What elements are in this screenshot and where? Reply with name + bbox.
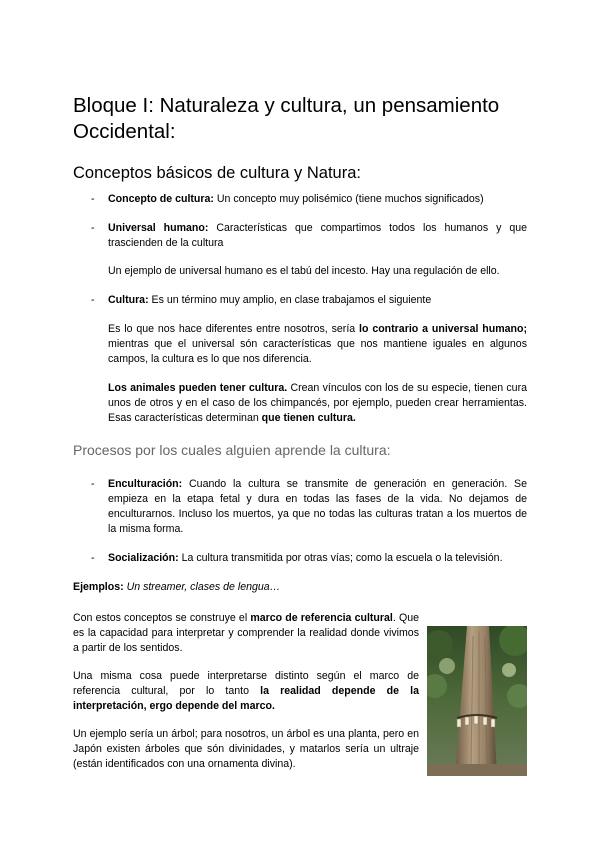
cultura-paragraph-2: [108, 381, 527, 426]
term-text: Cuando la cultura se transmite de generación en generación. Se empieza en la etapa fetal y dura en todas las fases de la vida. No dejamos de enculturarnos. Incluso los muertos, ya que no todas las culturas tratan a los muertos de la misma forma.: [108, 478, 527, 535]
paragraph-marco-referencia: [73, 611, 419, 656]
page-title: Bloque I: Naturaleza y cultura, un pensamiento Occidental:: [73, 94, 500, 143]
section-heading-procesos: Procesos por los cuales alguien aprende la cultura:: [73, 442, 391, 458]
bullet-dash: -: [91, 222, 95, 234]
term-text: Es un término muy amplio, en clase trabajamos el siguiente: [148, 294, 432, 306]
term-label: Enculturación:: [108, 478, 183, 490]
tree-photo: [427, 626, 527, 776]
text-run: Crean vínculos con los de su especie, tienen cura unos de otros y en el caso de los chimpancés, por ejemplo, pueden crear herramientas. Esas características determinan: [108, 382, 527, 424]
list-item-universal-humano: [108, 221, 527, 251]
bullet-dash: -: [91, 478, 95, 490]
cultura-paragraph-1: [108, 322, 527, 367]
universal-example-paragraph: Un ejemplo de universal humano es el tabú del incesto. Hay una regulación de ello.: [108, 265, 500, 277]
paragraph-arbol: Un ejemplo sería un árbol; para nosotros, un árbol es una planta, pero en Japón existen árboles que són divinidades, y matarlos sería un ultraje (están identificados con una ornamenta divina).: [73, 728, 419, 770]
bold-run: que tienen cultura.: [261, 412, 356, 424]
bold-run: la realidad depende de la interpretación, ergo depende del marco.: [73, 685, 419, 712]
bold-run: lo contrario a universal humano;: [359, 323, 528, 335]
examples-label: Ejemplos:: [73, 581, 124, 593]
list-item-cultura: [108, 293, 527, 308]
term-text: La cultura transmitida por otras vías; como la escuela o la televisión.: [178, 552, 503, 564]
list-item-enculturacion: [108, 477, 527, 537]
bold-run: marco de referencia cultural: [250, 612, 393, 624]
text-run: Una misma cosa puede interpretarse distinto según el marco de referencia cultural, por lo tanto: [73, 670, 419, 697]
bullet-dash: -: [91, 552, 95, 564]
term-label: Cultura:: [108, 294, 149, 306]
bullet-dash: -: [91, 193, 95, 205]
term-label: Concepto de cultura:: [108, 193, 214, 205]
examples-text: Un streamer, clases de lengua…: [123, 581, 281, 593]
examples-line: [73, 580, 527, 595]
list-item-concepto-cultura: [108, 192, 527, 207]
text-run: Con estos conceptos se construye el: [73, 612, 251, 624]
bold-run: Los animales pueden tener cultura.: [108, 382, 288, 394]
section-heading-conceptos: Conceptos básicos de cultura y Natura:: [73, 164, 361, 182]
term-label: Universal humano:: [108, 222, 209, 234]
term-text: Un concepto muy polisémico (tiene muchos significados): [213, 193, 484, 205]
text-run: Es lo que nos hace diferentes entre nosotros, sería: [108, 323, 360, 335]
term-label: Socialización:: [108, 552, 179, 564]
bullet-dash: -: [91, 294, 95, 306]
list-item-socializacion: [108, 551, 527, 566]
term-text: Características que compartimos todos los humanos y que trascienden de la cultura: [108, 222, 527, 249]
text-run: . Que es la capacidad para interpretar y comprender la realidad donde vivimos a partir de los sentidos.: [73, 612, 419, 654]
paragraph-interpretacion: [73, 669, 419, 714]
text-run: mientras que el universal són características que nos mantiene iguales en algunos campos, la cultura es lo que nos diferencia.: [108, 338, 527, 365]
